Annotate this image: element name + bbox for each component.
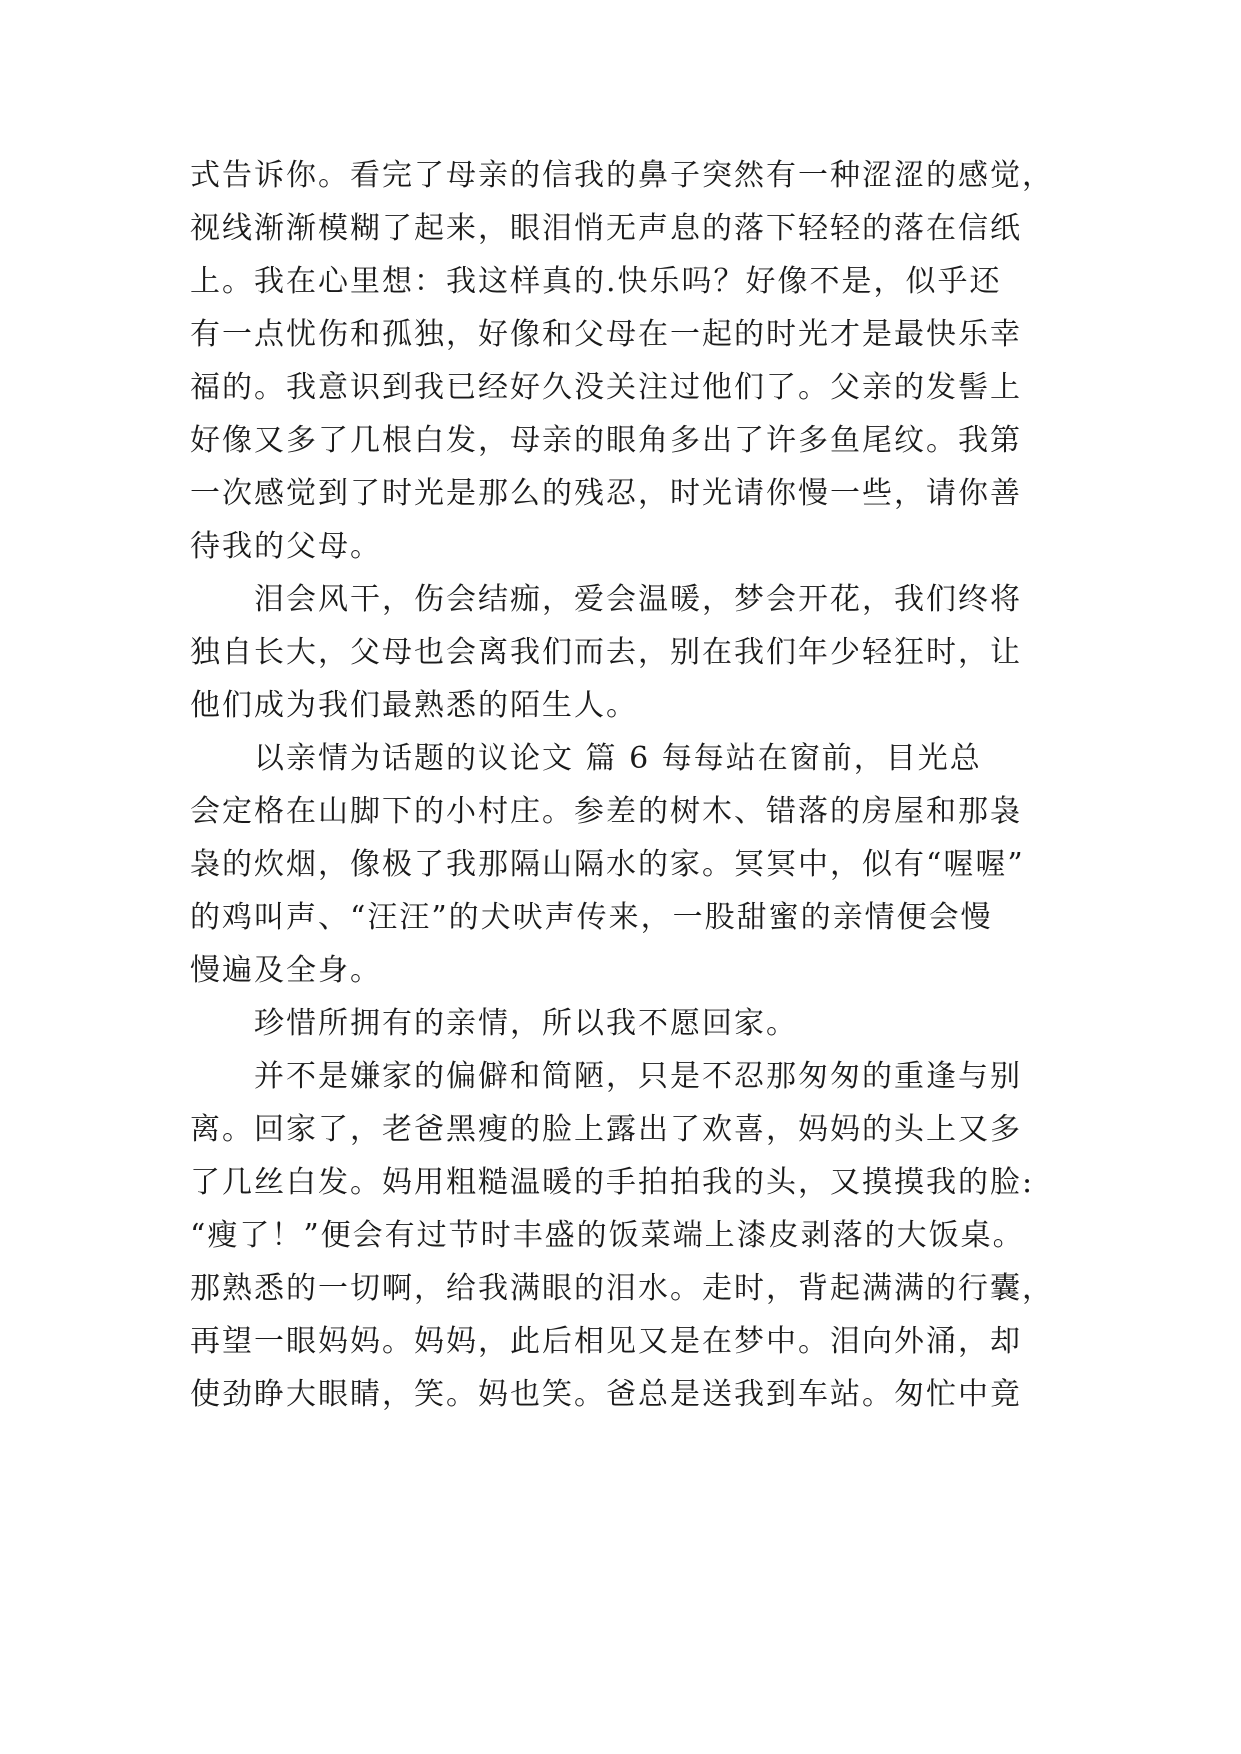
text-line: 袅的炊烟，像极了我那隔山隔水的家。冥冥中，似有“喔喔”	[190, 847, 1025, 882]
text-line: 上。我在心里想：我这样真的.快乐吗？好像不是，似乎还	[190, 264, 1002, 299]
text-line: 了几丝白发。妈用粗糙温暖的手拍拍我的头，又摸摸我的脸:	[190, 1165, 1035, 1200]
text-line: 离。回家了，老爸黑瘦的脸上露出了欢喜，妈妈的头上又多	[190, 1112, 1022, 1147]
text-line: 使劲睁大眼睛，笑。妈也笑。爸总是送我到车站。匆忙中竟	[190, 1377, 1022, 1412]
text-line: 福的。我意识到我已经好久没关注过他们了。父亲的发髻上	[190, 370, 1022, 405]
text-line: 慢遍及全身。	[190, 953, 382, 988]
paragraph-first-line: 珍惜所拥有的亲情，所以我不愿回家。	[254, 1006, 798, 1041]
text-line: 待我的父母。	[190, 529, 382, 564]
text-line: 有一点忧伤和孤独，好像和父母在一起的时光才是最快乐幸	[190, 317, 1022, 352]
paragraph-first-line: 并不是嫌家的偏僻和简陋，只是不忍那匆匆的重逢与别	[254, 1059, 1022, 1094]
section-heading-line: 以亲情为话题的议论文 篇 6 每每站在窗前，目光总	[254, 741, 982, 776]
text-line: “瘦了！”便会有过节时丰盛的饭菜端上漆皮剥落的大饭桌。	[190, 1218, 1025, 1253]
text-line: 式告诉你。看完了母亲的信我的鼻子突然有一种涩涩的感觉，	[190, 158, 1054, 193]
text-line: 再望一眼妈妈。妈妈，此后相见又是在梦中。泪向外涌，却	[190, 1324, 1022, 1359]
text-line: 视线渐渐模糊了起来，眼泪悄无声息的落下轻轻的落在信纸	[190, 211, 1022, 246]
text-line: 一次感觉到了时光是那么的残忍，时光请你慢一些，请你善	[190, 476, 1022, 511]
paragraph-first-line: 泪会风干，伤会结痂，爱会温暖，梦会开花，我们终将	[254, 582, 1022, 617]
text-line: 那熟悉的一切啊，给我满眼的泪水。走时，背起满满的行囊，	[190, 1271, 1054, 1306]
text-line: 会定格在山脚下的小村庄。参差的树木、错落的房屋和那袅	[190, 794, 1022, 829]
text-line: 他们成为我们最熟悉的陌生人。	[190, 688, 638, 723]
text-line: 独自长大，父母也会离我们而去，别在我们年少轻狂时，让	[190, 635, 1022, 670]
text-line: 好像又多了几根白发，母亲的眼角多出了许多鱼尾纹。我第	[190, 423, 1022, 458]
text-line: 的鸡叫声、“汪汪”的犬吠声传来，一股甜蜜的亲情便会慢	[190, 900, 993, 935]
